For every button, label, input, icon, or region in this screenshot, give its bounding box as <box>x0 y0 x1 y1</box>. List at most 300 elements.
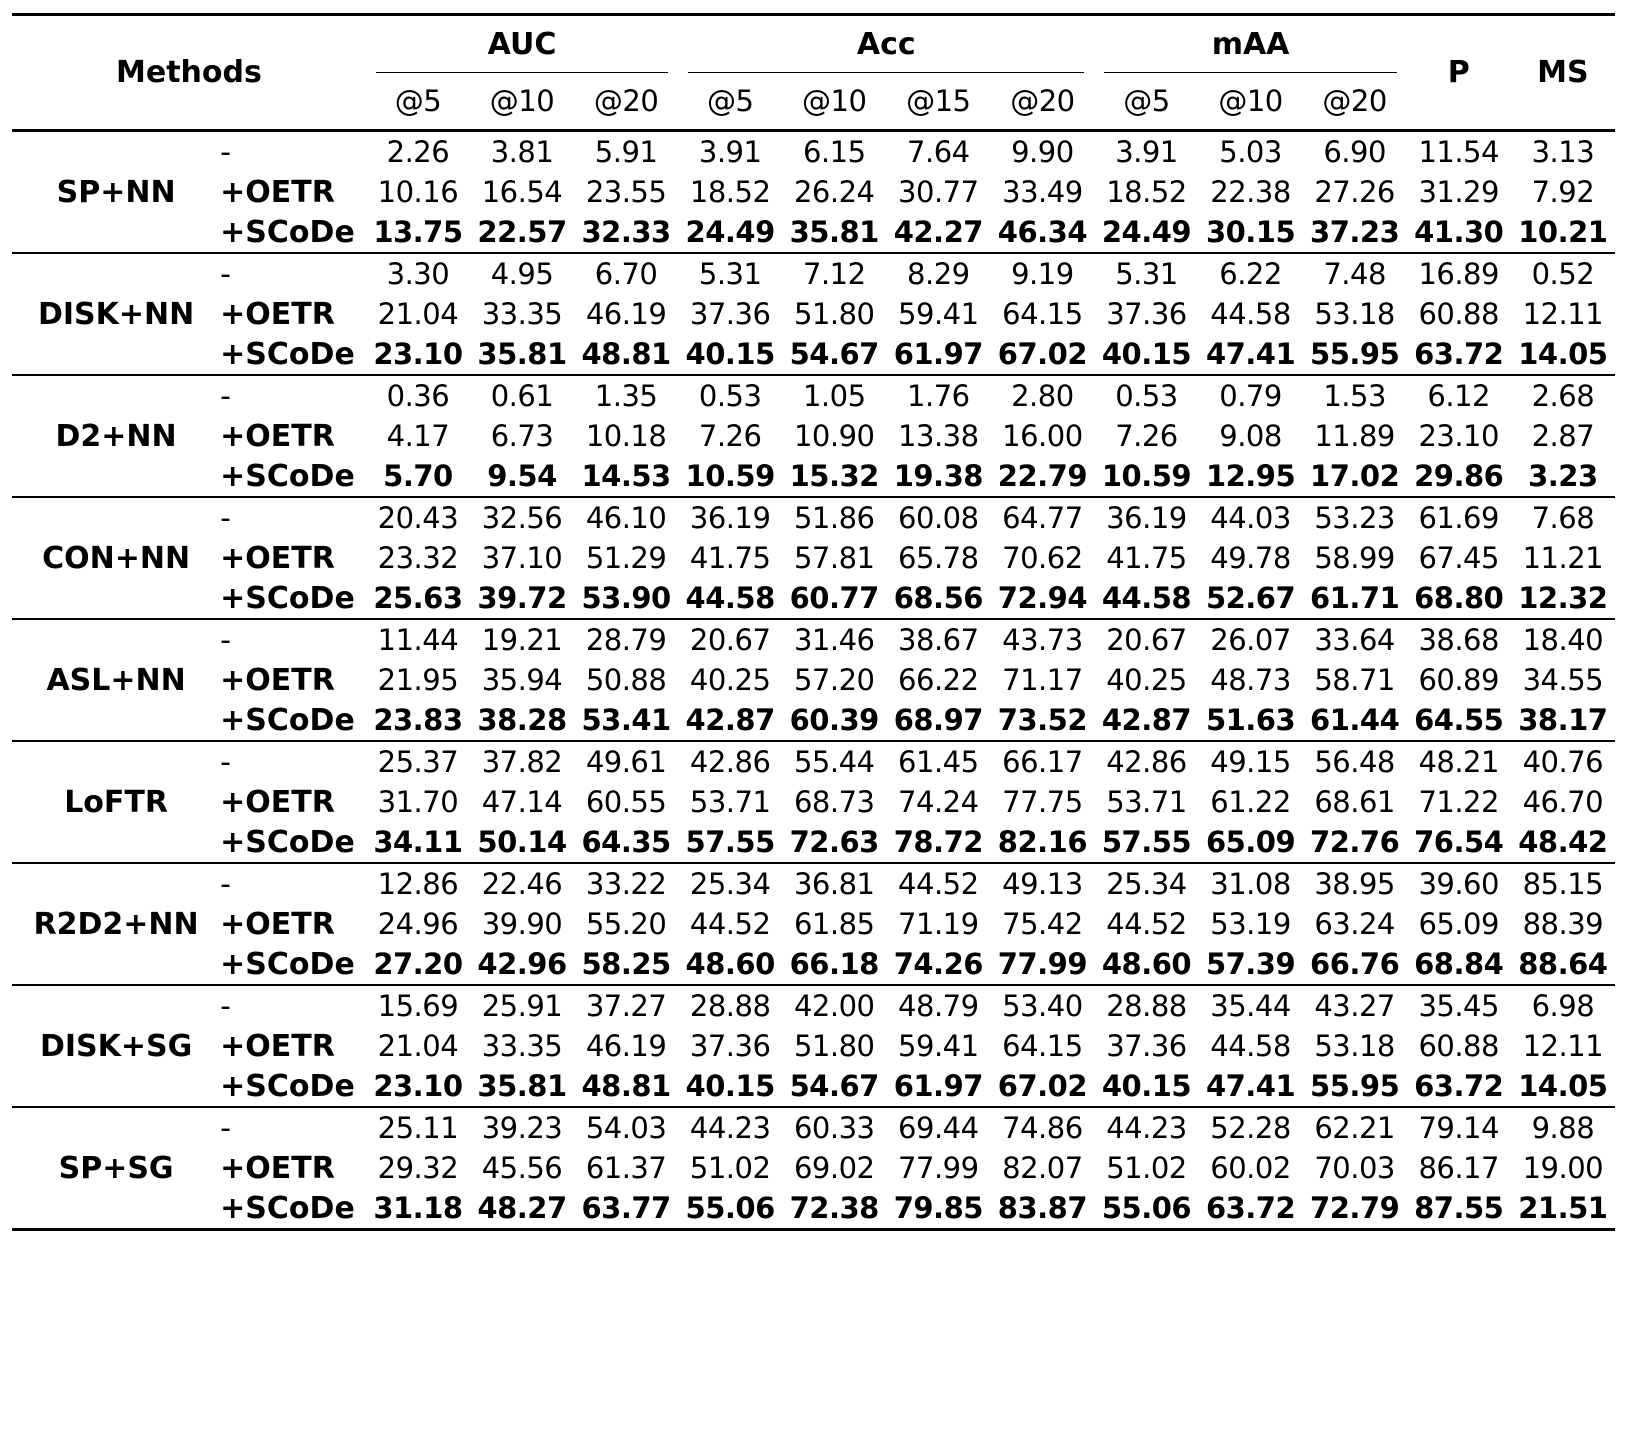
table-cell: 45.56 <box>481 1151 563 1185</box>
table-cell: 55.20 <box>585 907 667 941</box>
table-body <box>12 131 1615 1230</box>
variant-label: +SCoDe <box>220 946 355 982</box>
variant-label: +SCoDe <box>220 1190 355 1226</box>
table-cell: 6.98 <box>1531 989 1595 1023</box>
table-cell: 54.67 <box>789 1069 879 1103</box>
table-cell: 33.35 <box>481 297 563 331</box>
table-cell: 29.86 <box>1414 459 1504 493</box>
auc-group-header: AUC <box>366 15 678 73</box>
table-cell: 76.54 <box>1414 825 1504 859</box>
maa-group-header: mAA <box>1094 15 1406 73</box>
table-row <box>12 944 1615 985</box>
table-cell: 33.22 <box>585 867 667 901</box>
table-cell: 63.72 <box>1414 1069 1504 1103</box>
table-cell: 20.43 <box>377 501 459 535</box>
table-cell: 48.79 <box>898 989 979 1023</box>
table-cell: 25.34 <box>689 867 771 901</box>
table-cell: 57.39 <box>1205 947 1296 981</box>
table-cell: 42.96 <box>477 947 567 981</box>
table-row <box>12 497 1615 538</box>
table-cell: 30.77 <box>898 175 979 209</box>
table-cell: 7.12 <box>802 257 866 291</box>
table-cell: 60.89 <box>1418 663 1499 697</box>
table-cell: 23.83 <box>373 703 463 737</box>
table-cell: 44.03 <box>1210 501 1291 535</box>
variant-label: +SCoDe <box>220 824 355 860</box>
table-row <box>12 863 1615 904</box>
table-cell: 24.49 <box>685 215 775 249</box>
table-cell: 51.80 <box>793 1029 875 1063</box>
method-name: SP+NN <box>56 174 176 210</box>
table-cell: 61.71 <box>1310 581 1400 615</box>
table-cell: 35.94 <box>481 663 563 697</box>
table-cell: 7.68 <box>1531 501 1595 535</box>
table-cell: 53.18 <box>1314 297 1395 331</box>
table-cell: 53.41 <box>581 703 671 737</box>
table-cell: 32.33 <box>581 215 671 249</box>
variant-label: +OETR <box>220 540 335 576</box>
table-cell: 3.13 <box>1531 135 1595 169</box>
table-row <box>12 1066 1615 1107</box>
table-cell: 2.68 <box>1531 379 1595 413</box>
table-cell: 0.36 <box>386 379 450 413</box>
table-cell: 42.86 <box>689 745 771 779</box>
table-cell: 7.48 <box>1323 257 1386 291</box>
table-cell: 5.03 <box>1219 135 1282 169</box>
table-cell: 8.29 <box>907 257 970 291</box>
table-cell: 12.11 <box>1522 297 1604 331</box>
table-cell: 82.07 <box>1002 1151 1083 1185</box>
ms-header: MS <box>1537 55 1589 90</box>
table-cell: 28.79 <box>585 623 667 657</box>
table-cell: 13.38 <box>898 419 979 453</box>
table-cell: 20.67 <box>689 623 771 657</box>
variant-label: +SCoDe <box>220 1068 355 1104</box>
table-row <box>12 619 1615 660</box>
table-cell: 31.29 <box>1418 175 1499 209</box>
table-cell: 7.26 <box>698 419 762 453</box>
table-cell: 42.27 <box>893 215 983 249</box>
table-cell: 14.53 <box>581 459 671 493</box>
table-cell: 67.45 <box>1418 541 1499 575</box>
table-cell: 12.86 <box>377 867 459 901</box>
variant-label: +SCoDe <box>220 336 355 372</box>
table-cell: 23.32 <box>377 541 459 575</box>
table-cell: 3.23 <box>1528 459 1598 493</box>
table-cell: 86.17 <box>1418 1151 1499 1185</box>
table-cell: 40.15 <box>1101 337 1192 371</box>
table-cell: 36.81 <box>793 867 875 901</box>
table-cell: 6.73 <box>490 419 554 453</box>
table-cell: 5.70 <box>383 459 453 493</box>
results-table <box>12 13 1615 1231</box>
table-cell: 42.87 <box>1101 703 1192 737</box>
table-cell: 64.55 <box>1414 703 1504 737</box>
table-cell: 60.02 <box>1210 1151 1291 1185</box>
table-cell: 61.37 <box>585 1151 667 1185</box>
table-cell: 9.54 <box>487 459 557 493</box>
table-cell: 31.46 <box>793 623 875 657</box>
table-cell: 44.58 <box>685 581 775 615</box>
table-cell: 17.02 <box>1310 459 1400 493</box>
table-cell: 29.32 <box>377 1151 459 1185</box>
table-cell: 87.55 <box>1414 1191 1504 1225</box>
table-cell: 21.95 <box>377 663 459 697</box>
table-cell: 69.44 <box>898 1111 979 1145</box>
method-name: R2D2+NN <box>33 906 199 942</box>
table-cell: 44.58 <box>1210 1029 1291 1063</box>
table-cell: 46.19 <box>585 297 667 331</box>
table-cell: 3.81 <box>490 135 554 169</box>
table-cell: 35.81 <box>789 215 879 249</box>
table-cell: 11.44 <box>377 623 459 657</box>
table-cell: 27.20 <box>373 947 463 981</box>
table-cell: 64.15 <box>1002 297 1083 331</box>
subcolumn-header: @20 <box>593 83 659 118</box>
table-cell: 88.39 <box>1522 907 1604 941</box>
table-cell: 60.77 <box>789 581 879 615</box>
table-cell: 2.80 <box>1011 379 1074 413</box>
table-cell: 23.10 <box>373 337 463 371</box>
table-cell: 0.53 <box>1115 379 1178 413</box>
table-cell: 74.26 <box>893 947 983 981</box>
table-cell: 66.18 <box>789 947 879 981</box>
variant-label: - <box>220 500 231 536</box>
table-row <box>12 660 1615 700</box>
table-cell: 36.19 <box>1106 501 1187 535</box>
table-cell: 38.17 <box>1518 703 1608 737</box>
table-cell: 65.09 <box>1205 825 1296 859</box>
table-cell: 55.95 <box>1310 1069 1400 1103</box>
table-cell: 61.97 <box>893 1069 983 1103</box>
variant-label: +OETR <box>220 906 335 942</box>
table-cell: 40.15 <box>685 1069 775 1103</box>
table-row <box>12 822 1615 863</box>
table-row <box>12 172 1615 212</box>
table-cell: 60.08 <box>898 501 979 535</box>
table-cell: 18.40 <box>1522 623 1604 657</box>
table-cell: 6.22 <box>1219 257 1282 291</box>
variant-label: +OETR <box>220 1028 335 1064</box>
table-cell: 66.76 <box>1310 947 1400 981</box>
table-cell: 30.15 <box>1205 215 1296 249</box>
table-cell: 23.10 <box>1418 419 1499 453</box>
table-cell: 41.30 <box>1414 215 1504 249</box>
table-cell: 9.08 <box>1219 419 1282 453</box>
table-cell: 57.81 <box>793 541 875 575</box>
table-cell: 14.05 <box>1518 337 1608 371</box>
table-cell: 0.61 <box>490 379 554 413</box>
table-cell: 11.21 <box>1522 541 1604 575</box>
table-cell: 48.21 <box>1418 745 1499 779</box>
table-cell: 39.23 <box>481 1111 563 1145</box>
table-cell: 42.86 <box>1106 745 1187 779</box>
table-cell: 72.38 <box>789 1191 879 1225</box>
table-row <box>12 375 1615 416</box>
table-cell: 75.42 <box>1002 907 1083 941</box>
table-cell: 5.91 <box>594 135 658 169</box>
table-cell: 48.81 <box>581 1069 671 1103</box>
table-cell: 77.99 <box>898 1151 979 1185</box>
table-cell: 53.71 <box>689 785 771 819</box>
table-cell: 31.18 <box>373 1191 463 1225</box>
table-cell: 1.76 <box>907 379 970 413</box>
table-cell: 63.72 <box>1205 1191 1296 1225</box>
table-cell: 10.16 <box>377 175 459 209</box>
table-cell: 54.67 <box>789 337 879 371</box>
method-name: SP+SG <box>58 1150 174 1186</box>
variant-label: +OETR <box>220 1150 335 1186</box>
table-row <box>12 904 1615 944</box>
subcolumn-header: @15 <box>906 83 971 118</box>
table-cell: 58.99 <box>1314 541 1395 575</box>
table-cell: 35.45 <box>1418 989 1499 1023</box>
table-row <box>12 294 1615 334</box>
table-cell: 68.84 <box>1414 947 1504 981</box>
variant-label: - <box>220 378 231 414</box>
table-cell: 6.12 <box>1427 379 1490 413</box>
variant-label: +SCoDe <box>220 214 355 250</box>
table-cell: 40.15 <box>685 337 775 371</box>
table-cell: 47.14 <box>481 785 563 819</box>
table-cell: 19.38 <box>893 459 983 493</box>
table-cell: 16.54 <box>481 175 563 209</box>
table-cell: 46.34 <box>997 215 1088 249</box>
table-cell: 38.67 <box>898 623 979 657</box>
table-row <box>12 700 1615 741</box>
table-cell: 79.85 <box>893 1191 983 1225</box>
table-cell: 83.87 <box>997 1191 1088 1225</box>
subcolumn-header: @20 <box>1322 83 1387 118</box>
table-cell: 49.13 <box>1002 867 1083 901</box>
table-cell: 39.60 <box>1418 867 1499 901</box>
table-cell: 72.79 <box>1310 1191 1400 1225</box>
table-cell: 78.72 <box>893 825 983 859</box>
table-cell: 77.99 <box>997 947 1088 981</box>
table-cell: 44.52 <box>898 867 979 901</box>
table-row <box>12 212 1615 253</box>
table-cell: 51.02 <box>689 1151 771 1185</box>
table-cell: 35.81 <box>477 1069 567 1103</box>
table-cell: 71.19 <box>898 907 979 941</box>
table-cell: 3.30 <box>386 257 450 291</box>
table-cell: 72.63 <box>789 825 879 859</box>
variant-label: +OETR <box>220 174 335 210</box>
table-cell: 37.36 <box>1106 297 1187 331</box>
table-cell: 25.63 <box>373 581 463 615</box>
table-cell: 65.78 <box>898 541 979 575</box>
table-cell: 43.73 <box>1002 623 1083 657</box>
table-cell: 34.55 <box>1522 663 1604 697</box>
table-cell: 1.53 <box>1323 379 1386 413</box>
method-name: DISK+SG <box>39 1028 193 1064</box>
table-row <box>12 253 1615 294</box>
subcolumn-header: @5 <box>706 83 754 118</box>
subcolumn-header: @10 <box>489 83 555 118</box>
table-cell: 49.61 <box>585 745 667 779</box>
table-cell: 7.64 <box>907 135 970 169</box>
methods-header: Methods <box>116 55 262 90</box>
table-cell: 63.77 <box>581 1191 671 1225</box>
table-cell: 40.15 <box>1101 1069 1192 1103</box>
method-name: LoFTR <box>64 784 168 820</box>
table-cell: 70.03 <box>1314 1151 1395 1185</box>
table-cell: 22.57 <box>477 215 567 249</box>
subcolumn-header: @5 <box>394 83 442 118</box>
table-cell: 9.88 <box>1531 1111 1595 1145</box>
table-cell: 69.02 <box>793 1151 875 1185</box>
table-cell: 50.14 <box>477 825 567 859</box>
table-cell: 51.02 <box>1106 1151 1187 1185</box>
table-cell: 2.26 <box>386 135 450 169</box>
table-cell: 72.94 <box>997 581 1088 615</box>
table-cell: 60.55 <box>585 785 667 819</box>
variant-label: - <box>220 622 231 658</box>
acc-group-header: Acc <box>678 15 1094 73</box>
table-cell: 15.32 <box>789 459 879 493</box>
method-name: D2+NN <box>55 418 177 454</box>
table-cell: 61.85 <box>793 907 875 941</box>
table-row <box>12 741 1615 782</box>
table-cell: 68.61 <box>1314 785 1395 819</box>
table-cell: 10.21 <box>1518 215 1608 249</box>
table-cell: 16.00 <box>1002 419 1083 453</box>
table-cell: 10.90 <box>793 419 875 453</box>
table-cell: 77.75 <box>1002 785 1083 819</box>
table-cell: 62.21 <box>1314 1111 1395 1145</box>
table-cell: 82.16 <box>997 825 1088 859</box>
table-cell: 3.91 <box>1115 135 1178 169</box>
table-cell: 52.28 <box>1210 1111 1291 1145</box>
table-cell: 0.52 <box>1531 257 1595 291</box>
table-cell: 48.81 <box>581 337 671 371</box>
table-cell: 9.19 <box>1011 257 1074 291</box>
table-cell: 36.19 <box>689 501 771 535</box>
subcolumn-header: @10 <box>802 83 867 118</box>
table-row <box>12 578 1615 619</box>
table-cell: 44.52 <box>1106 907 1187 941</box>
table-cell: 57.55 <box>1101 825 1192 859</box>
table-cell: 71.17 <box>1002 663 1083 697</box>
table-cell: 9.90 <box>1011 135 1074 169</box>
table-cell: 32.56 <box>481 501 563 535</box>
table-cell: 28.88 <box>689 989 771 1023</box>
table-cell: 12.32 <box>1518 581 1608 615</box>
table-cell: 46.10 <box>585 501 667 535</box>
table-cell: 35.44 <box>1210 989 1291 1023</box>
table-cell: 6.15 <box>802 135 866 169</box>
table-cell: 11.89 <box>1314 419 1395 453</box>
table-cell: 0.79 <box>1219 379 1282 413</box>
table-cell: 72.76 <box>1310 825 1400 859</box>
table-cell: 55.95 <box>1310 337 1400 371</box>
table-cell: 40.25 <box>689 663 771 697</box>
table-cell: 21.04 <box>377 1029 459 1063</box>
variant-label: +SCoDe <box>220 702 355 738</box>
table-cell: 26.07 <box>1210 623 1291 657</box>
table-cell: 12.11 <box>1522 1029 1604 1063</box>
table-cell: 14.05 <box>1518 1069 1608 1103</box>
subcolumn-header: @20 <box>1010 83 1075 118</box>
table-cell: 42.00 <box>793 989 875 1023</box>
table-cell: 57.20 <box>793 663 875 697</box>
table-cell: 61.45 <box>898 745 979 779</box>
table-cell: 22.46 <box>481 867 563 901</box>
variant-label: - <box>220 1110 231 1146</box>
table-cell: 53.18 <box>1314 1029 1395 1063</box>
table-cell: 51.80 <box>793 297 875 331</box>
table-cell: 25.11 <box>377 1111 459 1145</box>
table-cell: 49.78 <box>1210 541 1291 575</box>
table-cell: 73.52 <box>997 703 1088 737</box>
table-cell: 26.24 <box>793 175 875 209</box>
table-cell: 21.51 <box>1518 1191 1608 1225</box>
table-cell: 67.02 <box>997 1069 1088 1103</box>
table-cell: 58.25 <box>581 947 671 981</box>
table-cell: 33.35 <box>481 1029 563 1063</box>
table-cell: 37.36 <box>1106 1029 1187 1063</box>
table-cell: 18.52 <box>689 175 771 209</box>
variant-label: +OETR <box>220 296 335 332</box>
variant-label: +OETR <box>220 784 335 820</box>
table-cell: 31.70 <box>377 785 459 819</box>
table-cell: 51.63 <box>1205 703 1296 737</box>
table-cell: 47.41 <box>1205 337 1296 371</box>
table-row <box>12 1188 1615 1230</box>
table-cell: 37.82 <box>481 745 563 779</box>
table-cell: 43.27 <box>1314 989 1395 1023</box>
variant-label: - <box>220 256 231 292</box>
table-cell: 53.19 <box>1210 907 1291 941</box>
table-cell: 64.35 <box>581 825 671 859</box>
variant-label: +SCoDe <box>220 580 355 616</box>
table-cell: 24.49 <box>1101 215 1192 249</box>
table-cell: 61.97 <box>893 337 983 371</box>
table-cell: 53.71 <box>1106 785 1187 819</box>
table-cell: 4.17 <box>386 419 450 453</box>
table-cell: 28.88 <box>1106 989 1187 1023</box>
table-cell: 49.15 <box>1210 745 1291 779</box>
table-cell: 25.34 <box>1106 867 1187 901</box>
table-cell: 34.11 <box>373 825 463 859</box>
variant-label: +OETR <box>220 418 335 454</box>
table-cell: 68.80 <box>1414 581 1504 615</box>
variant-label: +SCoDe <box>220 458 355 494</box>
table-header <box>12 15 1615 131</box>
table-cell: 53.40 <box>1002 989 1083 1023</box>
table-cell: 44.23 <box>689 1111 771 1145</box>
table-cell: 47.41 <box>1205 1069 1296 1103</box>
table-cell: 71.22 <box>1418 785 1499 819</box>
table-cell: 57.55 <box>685 825 775 859</box>
table-cell: 25.37 <box>377 745 459 779</box>
table-cell: 18.52 <box>1106 175 1187 209</box>
table-cell: 38.68 <box>1418 623 1499 657</box>
table-cell: 48.42 <box>1518 825 1608 859</box>
table-row <box>12 538 1615 578</box>
table-row <box>12 1148 1615 1188</box>
table-cell: 7.92 <box>1531 175 1595 209</box>
table-cell: 24.96 <box>377 907 459 941</box>
table-cell: 44.52 <box>689 907 771 941</box>
table-cell: 23.55 <box>585 175 667 209</box>
table-row <box>12 985 1615 1026</box>
table-cell: 48.60 <box>685 947 775 981</box>
table-cell: 48.60 <box>1101 947 1192 981</box>
table-cell: 35.81 <box>477 337 567 371</box>
table-cell: 6.70 <box>594 257 658 291</box>
method-name: CON+NN <box>42 540 191 576</box>
